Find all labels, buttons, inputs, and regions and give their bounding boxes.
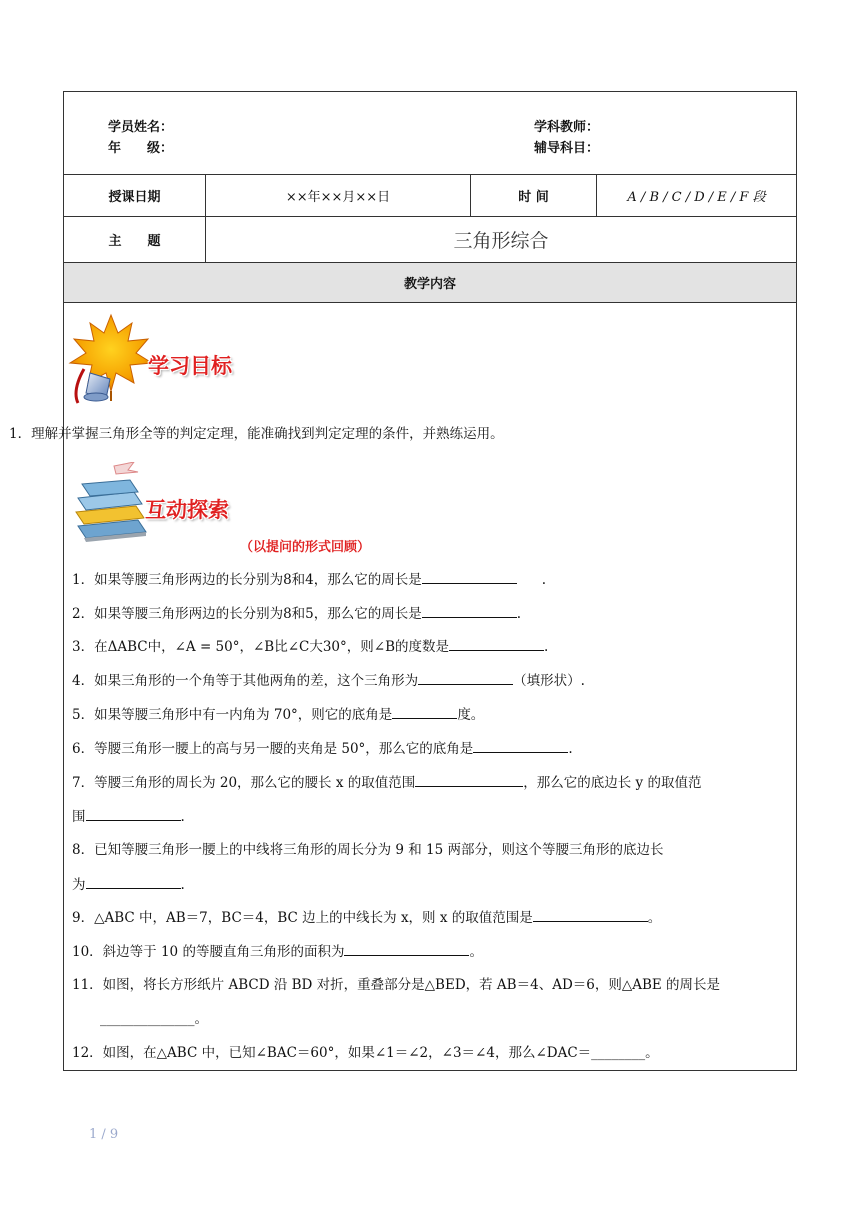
content-label: 教学内容 bbox=[403, 277, 456, 292]
question-9-text: 9．△ABC 中，AB＝7，BC＝4，BC 边上的中线长为 x，则 x 的取值范围是 bbox=[72, 910, 533, 926]
question-11-text: 11．如图，将长方形纸片 ABCD 沿 BD 对折，重叠部分是△BED，若 AB＝4、AD＝6，则△ABE 的周长是 bbox=[72, 977, 721, 993]
date-time-row bbox=[64, 175, 796, 217]
question-7-text-3: 围 bbox=[72, 809, 86, 825]
time-label: 时 间 bbox=[471, 175, 597, 216]
question-11-end: ______________。 bbox=[100, 1011, 208, 1027]
answer-blank bbox=[86, 874, 181, 889]
question-8 bbox=[72, 840, 664, 860]
content-header-row bbox=[64, 263, 796, 303]
question-9-end: 。 bbox=[647, 910, 662, 926]
question-7-end: . bbox=[180, 809, 185, 825]
student-name-label: 学员姓名： bbox=[108, 120, 174, 135]
question-3-text: 3．在ΔABC中，∠A = 50°，∠B比∠C大30°，则∠B的度数是 bbox=[72, 639, 450, 655]
question-1-text: 1．如果等腰三角形两边的长分别为8和4，那么它的周长是 bbox=[72, 572, 422, 588]
question-9 bbox=[72, 907, 661, 928]
topic-value: 三角形综合 bbox=[453, 230, 549, 252]
answer-blank bbox=[392, 704, 457, 719]
grade-label: 年 级： bbox=[108, 141, 174, 156]
question-2-end: . bbox=[516, 606, 522, 622]
question-11 bbox=[72, 975, 720, 995]
answer-blank bbox=[415, 772, 523, 787]
answer-blank bbox=[473, 738, 568, 753]
question-3 bbox=[72, 636, 548, 657]
question-6 bbox=[72, 738, 573, 759]
answer-blank bbox=[533, 907, 648, 922]
question-4-text: 4．如果三角形的一个角等于其他两角的差，这个三角形为 bbox=[72, 673, 419, 689]
question-10-text: 10．斜边等于 10 的等腰直角三角形的面积为 bbox=[72, 944, 345, 960]
question-1 bbox=[72, 569, 546, 590]
learning-goal-item: 1．理解并掌握三角形全等的判定定理，能准确找到判定定理的条件，并熟练运用。 bbox=[9, 426, 504, 442]
question-8-end: . bbox=[180, 877, 185, 893]
question-2-text: 2．如果等腰三角形两边的长分别为8和5，那么它的周长是 bbox=[72, 606, 422, 622]
date-label: 授课日期 bbox=[64, 175, 206, 216]
explore-subtitle: （以提问的形式回顾） bbox=[240, 540, 371, 555]
answer-blank bbox=[418, 670, 513, 685]
question-8-text-2: 为 bbox=[72, 877, 86, 893]
question-12 bbox=[72, 1043, 659, 1063]
page-number: 1 / 9 bbox=[89, 1127, 119, 1142]
question-4 bbox=[72, 670, 585, 691]
topic-label: 主 题 bbox=[64, 217, 206, 262]
interactive-explore-title: 互动探索 bbox=[145, 498, 229, 522]
question-6-text: 6．等腰三角形一腰上的高与另一腰的夹角是 50°，那么它的底角是 bbox=[72, 741, 474, 757]
question-12-text: 12．如图，在△ABC 中，已知∠BAC＝60°，如果∠1＝∠2，∠3＝∠4，那么∠DAC＝ bbox=[72, 1045, 592, 1061]
question-7-text-2: ，那么它的底边长 y 的取值范 bbox=[523, 775, 702, 791]
question-10-end: 。 bbox=[469, 944, 483, 960]
learning-goals-title: 学习目标 bbox=[148, 354, 232, 378]
question-8-cont bbox=[72, 874, 185, 895]
question-5-text: 5．如果等腰三角形中有一内角为 70°，则它的底角是 bbox=[72, 707, 393, 723]
answer-blank bbox=[422, 569, 517, 584]
date-value: ××年××月××日 bbox=[206, 175, 471, 216]
answer-blank bbox=[86, 806, 181, 821]
question-10 bbox=[72, 941, 483, 962]
answer-blank bbox=[344, 941, 469, 956]
question-11-cont bbox=[100, 1009, 208, 1029]
question-7-text: 7．等腰三角形的周长为 20，那么它的腰长 x 的取值范围 bbox=[72, 775, 416, 791]
question-7-cont bbox=[72, 806, 185, 827]
maple-leaf-bell-icon bbox=[66, 313, 156, 405]
student-info-row bbox=[64, 92, 796, 175]
subject-label: 辅导科目： bbox=[534, 141, 600, 156]
question-3-end: . bbox=[544, 639, 549, 655]
question-5-end: 度。 bbox=[457, 707, 485, 723]
question-12-end: ________。 bbox=[591, 1045, 659, 1061]
question-8-text: 8．已知等腰三角形一腰上的中线将三角形的周长分为 9 和 15 两部分，则这个等腰三角形的底边长 bbox=[72, 842, 664, 858]
question-2 bbox=[72, 603, 521, 624]
question-5 bbox=[72, 704, 484, 725]
question-7 bbox=[72, 772, 701, 793]
time-value: A / B / C / D / E / F 段 bbox=[627, 190, 766, 205]
question-1-end: . bbox=[541, 572, 547, 588]
question-6-end: . bbox=[568, 741, 573, 757]
question-4-end: （填形状）. bbox=[513, 673, 585, 689]
answer-blank bbox=[449, 636, 544, 651]
topic-row bbox=[64, 217, 796, 263]
teacher-label: 学科教师： bbox=[534, 120, 600, 135]
answer-blank bbox=[422, 603, 517, 618]
